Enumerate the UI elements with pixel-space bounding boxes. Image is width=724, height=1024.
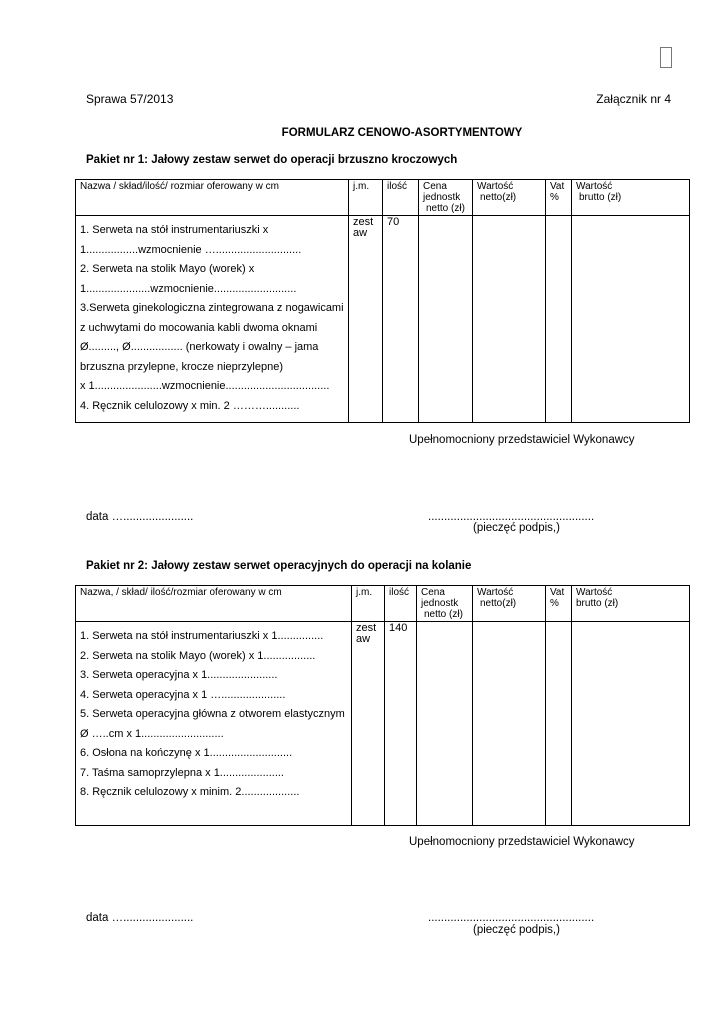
item-line: 1.................wzmocnienie …............................	[80, 243, 302, 256]
col-header-quantity: ilość	[383, 180, 419, 216]
unit-price-label-3: netto (zł)	[426, 203, 465, 214]
item-line: 3. Serweta operacyjna x 1.......................	[80, 669, 278, 681]
col-header-unit: j.m.	[352, 586, 385, 622]
gross-value-label-2: brutto (zł)	[579, 192, 622, 203]
col-header-net-value	[473, 586, 546, 622]
vat-label-2: %	[550, 598, 559, 609]
item-line: 2. Serweta na stolik Mayo (worek) x 1.................	[80, 649, 316, 662]
representative-label: Upełnomocniony przedstawiciel Wykonawcy	[409, 434, 635, 446]
net-value-label-1: Wartość	[477, 181, 514, 192]
item-line: 7. Taśma samoprzylepna x 1.....................	[80, 766, 284, 779]
attachment-label: Załącznik nr 4	[596, 92, 671, 106]
items-cell	[76, 216, 349, 423]
package2-title: Pakiet nr 2: Jałowy zestaw serwet operacyjnych do operacji na kolanie	[86, 560, 472, 572]
package1-title: Pakiet nr 1: Jałowy zestaw serwet do operacji brzuszno kroczowych	[86, 154, 458, 166]
unit-price-label-2: jednostk	[423, 192, 461, 203]
net-value-cell[interactable]	[473, 622, 546, 826]
case-number: Sprawa 57/2013	[86, 92, 174, 106]
item-line: 3.Serweta ginekologiczna zintegrowana z nogawicami	[80, 302, 344, 314]
table-row	[76, 622, 690, 826]
col-header-quantity: ilość	[385, 586, 417, 622]
col-header-gross-value	[572, 586, 690, 622]
quantity-cell: 140	[385, 622, 417, 826]
unit-price-label-2: jednostk	[421, 598, 459, 609]
unit-price-cell[interactable]	[419, 216, 473, 423]
net-value-label-2: netto(zł)	[480, 192, 517, 203]
table-header-row	[76, 586, 690, 622]
signature-line: ....................................................	[428, 912, 595, 924]
unit-cell	[352, 622, 385, 826]
table-row	[76, 216, 690, 423]
package1-table	[75, 179, 690, 423]
item-line: Ø …..cm x 1...........................	[80, 727, 224, 740]
item-line: z uchwytami do mocowania kabli dwoma oknami	[80, 321, 318, 334]
unit-price-cell[interactable]	[417, 622, 473, 826]
item-line: 4. Ręcznik celulozowy x min. 2 ………...........	[80, 399, 300, 412]
unit-value-2: aw	[356, 633, 371, 645]
gross-value-label-1: Wartość	[576, 587, 613, 598]
item-line: Ø........., Ø................. (nerkowaty i owalny – jama	[80, 341, 319, 353]
col-header-name: Nazwa / skład/ilość/ rozmiar oferowany w cm	[76, 180, 349, 216]
representative-label: Upełnomocniony przedstawiciel Wykonawcy	[409, 836, 635, 848]
item-line: 6. Osłona na kończynę x 1...........................	[80, 747, 293, 759]
item-line: brzuszna przylepne, krocze nieprzylepne)	[80, 360, 283, 373]
unit-price-label-1: Cena	[421, 587, 445, 598]
vat-cell[interactable]	[546, 622, 572, 826]
vat-cell[interactable]	[546, 216, 572, 423]
item-line: 1. Serweta na stół instrumentariuszki x	[80, 224, 269, 236]
stamp-label: (pieczęć podpis,)	[473, 522, 560, 534]
col-header-vat	[546, 180, 572, 216]
date-field: data …......................	[86, 511, 194, 523]
unit-value-2: aw	[353, 227, 368, 239]
col-header-gross-value	[572, 180, 690, 216]
gross-value-cell[interactable]	[572, 216, 690, 423]
gross-value-label-1: Wartość	[576, 181, 613, 192]
item-line: 1. Serweta na stół instrumentariuszki x 1...............	[80, 630, 324, 642]
unit-price-label-3: netto (zł)	[424, 609, 463, 620]
vat-label-2: %	[550, 192, 559, 203]
gross-value-label-2: brutto (zł)	[576, 598, 619, 609]
gross-value-cell[interactable]	[572, 622, 690, 826]
unit-value-1: zest	[353, 216, 374, 228]
item-line: x 1......................wzmocnienie..................................	[80, 380, 330, 392]
col-header-name: Nazwa, / skład/ ilość/rozmiar oferowany w cm	[76, 586, 352, 622]
stamp-label: (pieczęć podpis,)	[473, 924, 560, 936]
table-header-row	[76, 180, 690, 216]
quantity-cell: 70	[383, 216, 419, 423]
package2-table	[75, 585, 690, 826]
col-header-net-value	[473, 180, 546, 216]
net-value-label-2: netto(zł)	[480, 598, 517, 609]
col-header-unit-price	[419, 180, 473, 216]
col-header-unit-price	[417, 586, 473, 622]
item-line: 1.....................wzmocnienie...........................	[80, 282, 297, 295]
col-header-unit: j.m.	[349, 180, 383, 216]
vat-label-1: Vat	[550, 587, 565, 598]
net-value-cell[interactable]	[473, 216, 546, 423]
item-line: 8. Ręcznik celulozowy x minim. 2...................	[80, 786, 300, 798]
col-header-vat	[546, 586, 572, 622]
item-line: 5. Serweta operacyjna główna z otworem elastycznym	[80, 708, 345, 720]
net-value-label-1: Wartość	[477, 587, 514, 598]
unit-value-1: zest	[356, 622, 377, 634]
signature-line: ....................................................	[428, 511, 595, 523]
document-title: FORMULARZ CENOWO-ASORTYMENTOWY	[281, 127, 523, 139]
vat-label-1: Vat	[550, 181, 565, 192]
unit-price-label-1: Cena	[423, 181, 447, 192]
date-field: data …......................	[86, 912, 194, 924]
item-line: 2. Serweta na stolik Mayo (worek) x	[80, 263, 255, 275]
placeholder-box-icon	[660, 47, 672, 68]
unit-cell	[349, 216, 383, 423]
item-line: 4. Serweta operacyjna x 1 ….....................	[80, 688, 286, 701]
items-cell	[76, 622, 352, 826]
